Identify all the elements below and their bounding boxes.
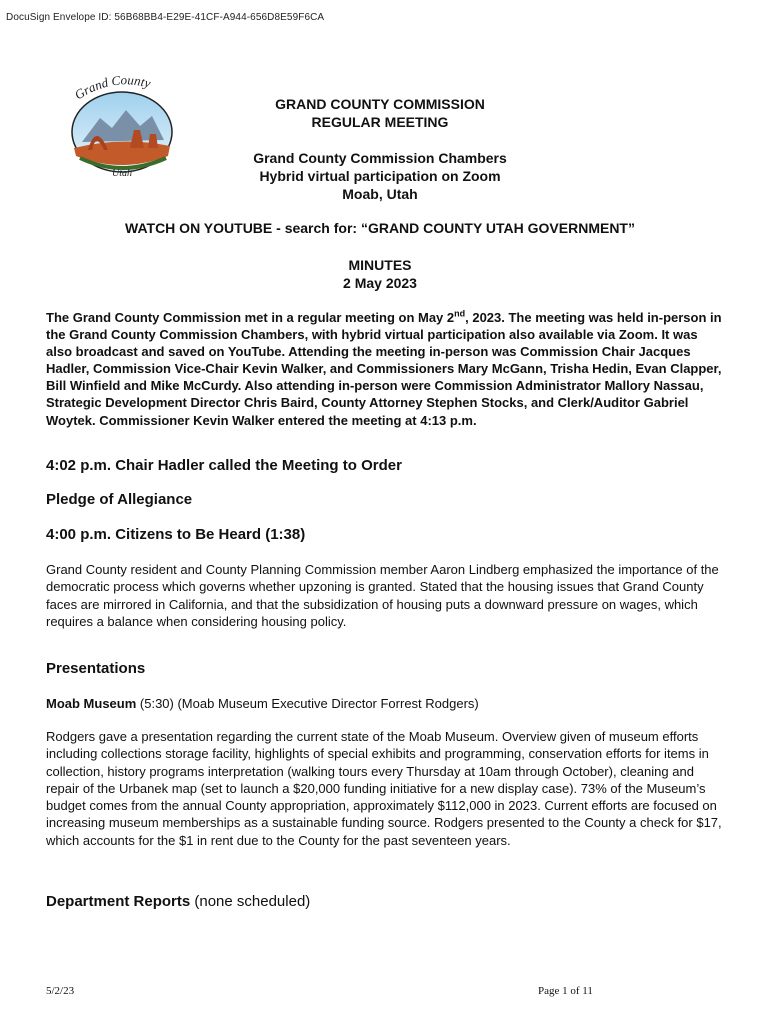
intro-text-rest: , 2023. The meeting was held in-person in the Grand County Commission Chambers, with hybrid virtual participation also available via Zoom. It was also broadcast and saved on YouTube. Attending the meeting in-person was Commission Chair Jacques Hadler, Commission Vice-Chair Kevin Walker, and Commissioners Mary McGann, Trisha Hedin, Evan Clapper, Bill Winfield and Mike McCurdy. Also attending in-person were Commission Administrator Mallory Nassau, Strategic Development Director Chris Baird, County Attorney Stephen Stocks, and Clerk/Auditor Gabriel Woytek. Commissioner Kevin Walker entered the meeting at 4:13 p.m. [46,310,722,428]
citizens-paragraph: Grand County resident and County Planning Commission member Aaron Lindberg emphasized the importance of the democratic process which governs whether upzoning is granted. Stated that the housing issues that Grand County faces are mirrored in California, and that the subsidization of housing puts a downward pressure on wages, which requires a balance when considering housing policy. [46,562,719,629]
dept-title: Department Reports [46,893,191,910]
pledge-heading: Pledge of Allegiance [46,491,193,508]
location-line-2: Hybrid virtual participation on Zoom [259,168,501,184]
citizens-heading: 4:00 p.m. Citizens to Be Heard (1:38) [46,526,306,543]
presentations-heading: Presentations [46,660,146,677]
meeting-title [0,95,760,131]
intro-paragraph [46,309,726,429]
location-line-1: Grand County Commission Chambers [253,150,507,166]
footer-date: 5/2/23 [46,985,75,997]
minutes-heading [0,256,760,292]
museum-title: Moab Museum [46,696,137,711]
minutes-label: MINUTES [348,257,412,273]
logo-top-text: Grand County [71,72,153,103]
title-line-1: GRAND COUNTY COMMISSION [275,96,485,112]
intro-superscript: nd [454,308,466,319]
docusign-envelope-id: DocuSign Envelope ID: 56B68BB4-E29E-41CF-A944-656D8E59F6CA [6,12,325,23]
intro-text-start: The Grand County Commission met in a regular meeting on May 2 [46,310,455,325]
location-line-3: Moab, Utah [342,186,418,202]
logo-bottom-text: Utah [112,168,132,179]
youtube-notice: WATCH ON YOUTUBE - search for: “GRAND COUNTY UTAH GOVERNMENT” [125,220,635,236]
page-number: Page 1 of 11 [538,985,593,997]
call-to-order-heading: 4:02 p.m. Chair Hadler called the Meeting to Order [46,457,402,474]
museum-paragraph: Rodgers gave a presentation regarding the current state of the Moab Museum. Overview given of museum efforts including collections storage facility, highlights of special exhibits and programming, conservation efforts for items in collection, history programs interpretation (walking tours every Thursday at 10am through October), cleaning and repair of the Urbanek map (set to launch a $20,000 funding initiative for a new display case). 73% of the Museum’s budget comes from the annual County appropriation, approximately $112,000 in 2023. Current efforts are focused on increasing museum memberships as a sustainable funding source. Rodgers presented to the County a check for $17, which accounts for the $1 in rent due to the County for the past seventeen years. [46,729,722,848]
meeting-location [0,149,760,203]
meeting-date: 2 May 2023 [343,275,417,291]
dept-detail: (none scheduled) [190,893,311,910]
museum-detail: (5:30) (Moab Museum Executive Director Forrest Rodgers) [136,696,479,711]
museum-subheading [46,696,479,711]
department-reports-heading [46,893,310,910]
title-line-2: REGULAR MEETING [311,114,449,130]
